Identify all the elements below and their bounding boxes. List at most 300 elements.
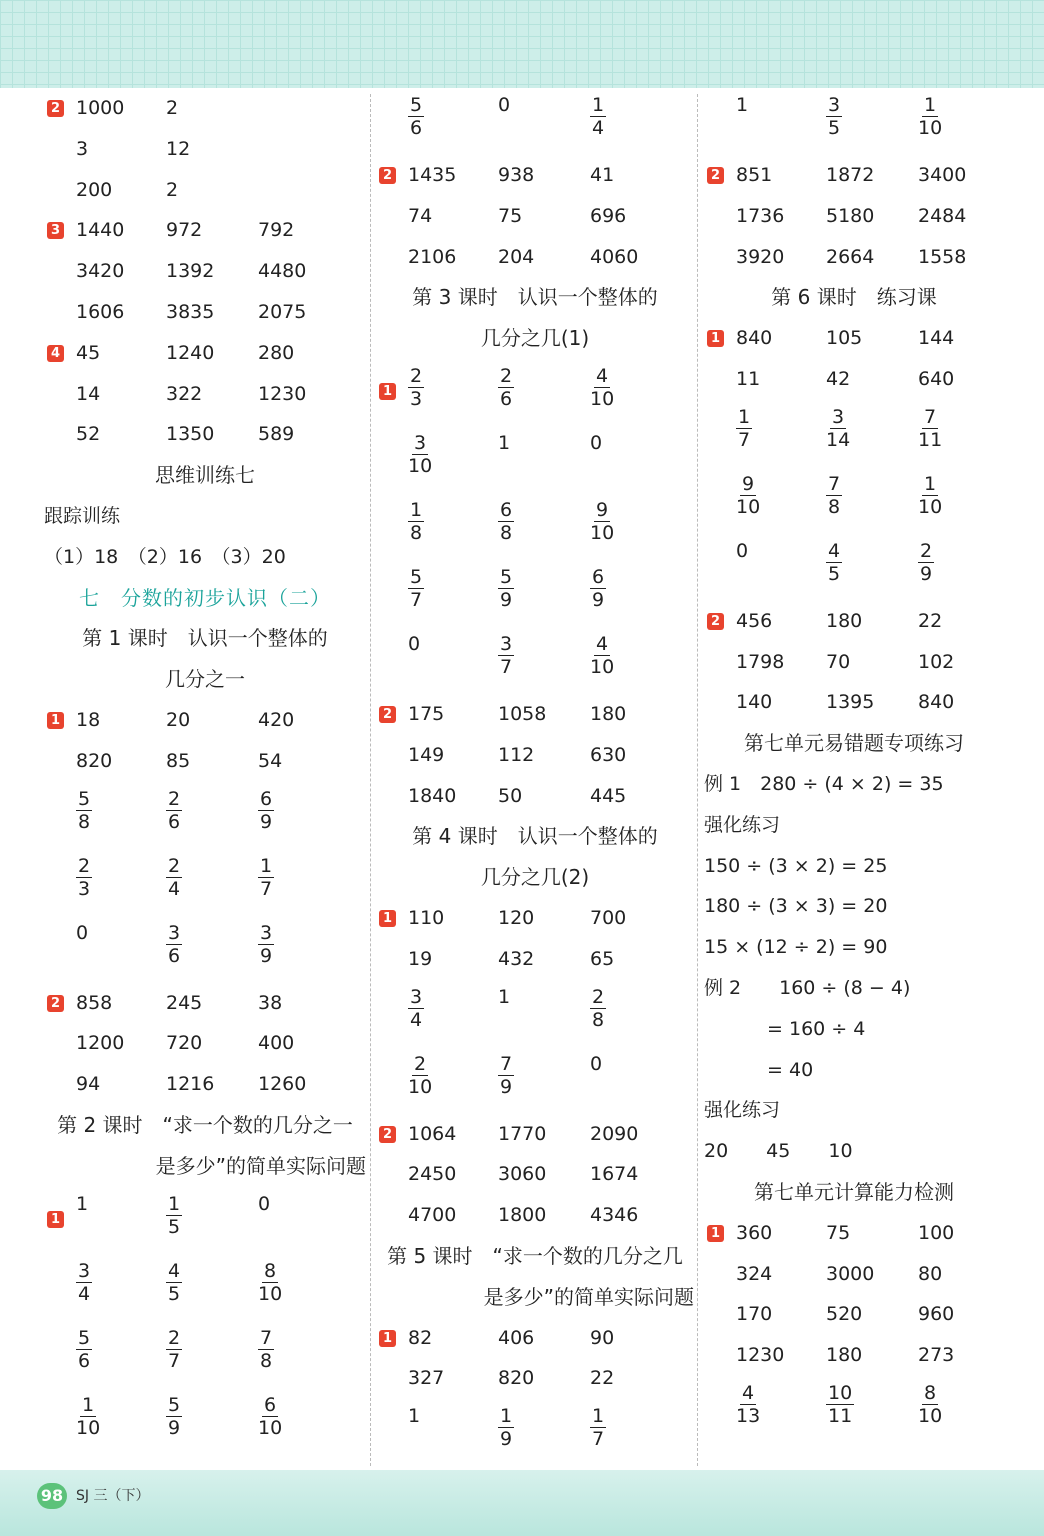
denominator: 9 — [920, 562, 933, 585]
answer-cell — [736, 1294, 772, 1335]
answer-value: 1 — [498, 985, 511, 1008]
answer-row — [376, 735, 694, 776]
numerator: 7 — [500, 1052, 513, 1075]
answer-value: 0 — [736, 539, 749, 562]
answer-value: 50 — [498, 784, 523, 807]
answer-cell — [590, 939, 614, 980]
answer-value: 858 — [76, 991, 113, 1014]
answer-value: 0 — [76, 921, 89, 944]
answer-value: 1872 — [826, 164, 875, 186]
answer-cell — [498, 499, 514, 544]
fraction-answer-row — [704, 534, 1004, 601]
answer-cell — [590, 365, 614, 410]
answer-value: 324 — [736, 1262, 773, 1285]
fraction — [918, 540, 934, 585]
fraction — [166, 922, 182, 967]
answer-cell — [76, 788, 92, 833]
answer-cell — [408, 1053, 432, 1098]
answer-cell — [918, 155, 966, 196]
answer-cell — [258, 333, 294, 374]
denominator: 8 — [500, 521, 513, 544]
answer-cell — [258, 700, 294, 741]
numerator: 3 — [414, 431, 427, 454]
numerator: 3 — [832, 405, 845, 428]
numerator: 6 — [264, 1393, 277, 1416]
numerator: 5 — [410, 565, 423, 588]
answer-value: 851 — [736, 164, 773, 186]
answer-cell — [76, 129, 88, 170]
answer-cell — [498, 432, 510, 454]
answer-value: 200 — [76, 178, 113, 201]
answer-cell — [918, 359, 954, 400]
fraction — [736, 406, 752, 451]
answer-value: 3060 — [498, 1163, 547, 1186]
denominator: 7 — [410, 588, 423, 611]
answer-cell — [736, 196, 784, 237]
fraction — [408, 1053, 432, 1098]
answer-value: 3835 — [166, 300, 215, 323]
answer-value: 1064 — [408, 1122, 457, 1145]
denominator: 8 — [410, 521, 423, 544]
numerator: 5 — [410, 94, 423, 116]
header-band — [0, 0, 1044, 88]
answer-cell — [736, 473, 760, 518]
answer-value: 322 — [166, 382, 203, 405]
answer-cell — [76, 1064, 100, 1105]
answer-cell — [166, 170, 178, 211]
answer-cell — [736, 155, 772, 196]
section-heading: 是多少”的简单实际问题 — [155, 1153, 366, 1178]
answer-cell — [826, 1213, 850, 1254]
answer-cell — [498, 694, 546, 735]
fraction — [826, 540, 842, 585]
answer-cell — [590, 1358, 614, 1399]
answer-cell — [166, 210, 202, 251]
numerator: 1 — [500, 1405, 513, 1428]
answer-value: 54 — [258, 749, 283, 772]
answer-cell — [258, 1064, 306, 1105]
numerator: 4 — [596, 632, 609, 655]
denominator: 9 — [500, 1075, 513, 1098]
answer-cell — [918, 601, 942, 642]
unit-title: 七 分数的初步认识（二） — [79, 585, 331, 610]
numerator: 6 — [500, 498, 513, 521]
answer-cell — [76, 333, 100, 374]
answer-cell — [76, 1327, 92, 1372]
answer-value: 840 — [918, 691, 955, 714]
answer-cell — [498, 237, 534, 278]
answer-cell — [498, 776, 522, 817]
answer-cell — [590, 694, 626, 735]
numerator: 2 — [592, 985, 605, 1008]
answer-cell — [408, 1154, 456, 1195]
answer-row — [704, 682, 1004, 723]
answer-text-line: 例 2 160 ÷ (8 − 4) — [704, 976, 911, 999]
numerator: 4 — [168, 1259, 181, 1282]
question-number-badge: 1 — [707, 1225, 724, 1242]
answer-value: 0 — [258, 1192, 271, 1215]
answer-cell — [826, 473, 842, 518]
fraction-answer-row — [44, 1388, 366, 1455]
answer-cell — [590, 1053, 602, 1075]
answer-cell — [826, 642, 850, 683]
answer-cell — [166, 922, 182, 967]
numerator: 8 — [924, 1381, 937, 1404]
question-number-badge: 1 — [379, 1330, 396, 1347]
answer-value: 105 — [826, 327, 863, 350]
answer-value: 19 — [408, 947, 433, 970]
denominator: 4 — [168, 877, 181, 900]
answer-text-line: 强化练习 — [704, 1099, 781, 1122]
numerator: 1 — [410, 498, 423, 521]
denominator: 5 — [168, 1215, 181, 1238]
numerator: 7 — [924, 405, 937, 428]
answer-cell — [76, 1260, 92, 1305]
answer-text-line: 15 × (12 ÷ 2) = 90 — [704, 936, 888, 959]
answer-cell — [918, 1382, 942, 1427]
denominator: 8 — [78, 810, 91, 833]
section-heading: 第七单元易错题专项练习 — [744, 731, 964, 756]
answer-row — [376, 155, 694, 196]
answer-cell — [498, 633, 514, 678]
denominator: 6 — [78, 1349, 91, 1372]
denominator: 7 — [738, 428, 751, 451]
answer-value: 22 — [918, 609, 943, 632]
answer-cell — [258, 374, 306, 415]
answer-cell — [590, 196, 626, 237]
answer-value: 2484 — [918, 204, 967, 227]
answer-cell — [258, 983, 282, 1024]
answer-value: 420 — [258, 708, 295, 731]
answer-cell — [408, 898, 444, 939]
answer-row — [704, 237, 1004, 278]
answer-row — [44, 414, 366, 455]
fraction-answer-row — [376, 1399, 694, 1466]
denominator: 5 — [828, 562, 841, 585]
question-number-badge: 4 — [47, 345, 64, 362]
answer-value: 1798 — [736, 650, 785, 673]
answer-value: 102 — [918, 650, 955, 673]
answer-cell — [826, 601, 862, 642]
answer-row — [44, 210, 366, 251]
numerator: 1 — [738, 405, 751, 428]
denominator: 10 — [408, 1075, 433, 1098]
fraction — [166, 1394, 182, 1439]
answer-cell — [826, 94, 842, 139]
fraction — [258, 1394, 282, 1439]
answer-value: 41 — [590, 164, 615, 186]
fraction — [408, 986, 424, 1031]
denominator: 11 — [918, 428, 943, 451]
denominator: 7 — [260, 877, 273, 900]
answer-row — [44, 700, 366, 741]
answer-cell — [408, 1114, 456, 1155]
answer-cell — [166, 788, 182, 833]
fraction — [826, 473, 842, 518]
answer-value: 1350 — [166, 423, 215, 446]
answer-value: 327 — [408, 1367, 445, 1390]
answer-value: 4480 — [258, 260, 307, 283]
answer-cell — [166, 88, 178, 129]
section-heading: 几分之几(1) — [480, 326, 590, 351]
answer-value: 245 — [166, 991, 203, 1014]
numerator: 1 — [924, 472, 937, 495]
fraction-answer-row — [704, 1376, 1004, 1443]
answer-cell — [736, 318, 772, 359]
answer-cell — [590, 155, 614, 196]
answer-cell — [826, 1294, 862, 1335]
answer-cell — [408, 633, 420, 655]
denominator: 9 — [500, 1428, 513, 1451]
answer-row — [376, 196, 694, 237]
fraction-answer-row — [704, 467, 1004, 534]
answer-value: 589 — [258, 423, 295, 446]
fraction-answer-row — [376, 88, 694, 155]
answer-cell — [736, 237, 784, 278]
answer-cell — [736, 359, 760, 400]
denominator: 9 — [260, 944, 273, 967]
fraction-answer-row — [44, 782, 366, 849]
answer-cell — [76, 1023, 124, 1064]
denominator: 10 — [918, 1404, 943, 1427]
answer-value: 2 — [166, 97, 179, 119]
numerator: 2 — [78, 854, 91, 877]
numerator: 3 — [78, 1259, 91, 1282]
answer-value: 52 — [76, 423, 101, 446]
fraction — [918, 1382, 942, 1427]
fraction-answer-row — [376, 359, 694, 426]
answer-cell — [498, 365, 514, 410]
answer-cell — [498, 1195, 546, 1236]
numerator: 1 — [924, 94, 937, 116]
answer-cell — [826, 1335, 862, 1376]
denominator: 7 — [500, 655, 513, 678]
answer-text-line: 跟踪训练 — [44, 504, 121, 527]
answer-cell — [408, 155, 456, 196]
answer-value: 75 — [498, 204, 523, 227]
fraction — [166, 1327, 182, 1372]
numerator: 2 — [920, 539, 933, 562]
answer-column-3 — [704, 88, 1004, 1443]
numerator: 2 — [168, 1326, 181, 1349]
answer-value: 1260 — [258, 1073, 307, 1096]
answer-value: 175 — [408, 702, 445, 725]
question-number-badge: 2 — [379, 167, 396, 184]
answer-row — [704, 359, 1004, 400]
answer-cell — [826, 540, 842, 585]
answer-value: 4060 — [590, 245, 639, 268]
answer-cell — [918, 318, 954, 359]
answer-value: 112 — [498, 743, 535, 766]
answer-row — [44, 333, 366, 374]
answer-cell — [166, 292, 214, 333]
fraction-answer-row — [376, 493, 694, 560]
fraction-answer-row — [376, 560, 694, 627]
answer-value: 1 — [408, 1405, 421, 1428]
section-heading: 几分之一 — [165, 667, 245, 692]
answer-row — [44, 88, 366, 129]
answer-row — [704, 318, 1004, 359]
numerator: 6 — [260, 787, 273, 810]
numerator: 10 — [828, 1381, 853, 1404]
answer-cell — [498, 898, 534, 939]
answer-cell — [408, 94, 424, 139]
denominator: 10 — [76, 1416, 101, 1439]
denominator: 14 — [826, 428, 851, 451]
fraction-answer-row — [44, 1187, 366, 1254]
denominator: 10 — [258, 1282, 283, 1305]
answer-value: 1395 — [826, 691, 875, 714]
answer-cell — [826, 406, 850, 451]
answer-cell — [166, 414, 214, 455]
section-heading: 第 2 课时 “求一个数的几分之一 — [57, 1112, 353, 1137]
answer-value: 445 — [590, 784, 627, 807]
answer-value: 82 — [408, 1326, 433, 1349]
answer-text-line: 20 45 10 — [704, 1140, 853, 1163]
answer-cell — [590, 94, 606, 139]
answer-value: 18 — [76, 708, 101, 731]
answer-cell — [918, 642, 954, 683]
answer-cell — [76, 210, 124, 251]
answer-value: 3000 — [826, 1262, 875, 1285]
answer-value: 0 — [590, 431, 603, 454]
answer-cell — [590, 1405, 606, 1450]
answer-cell — [918, 473, 942, 518]
answer-value: 1200 — [76, 1032, 125, 1055]
answer-value: 5180 — [826, 204, 875, 227]
fraction — [76, 1394, 100, 1439]
fraction-answer-row — [376, 980, 694, 1047]
fraction — [166, 855, 182, 900]
fraction — [408, 365, 424, 410]
answer-cell — [590, 898, 626, 939]
answer-value: 700 — [590, 906, 627, 929]
answer-value: 696 — [590, 204, 627, 227]
fraction — [408, 566, 424, 611]
answer-value: 820 — [76, 749, 113, 772]
fraction-answer-row — [376, 627, 694, 694]
answer-row — [376, 237, 694, 278]
denominator: 9 — [592, 588, 605, 611]
answer-cell — [736, 94, 748, 116]
numerator: 8 — [264, 1259, 277, 1282]
question-number-badge: 2 — [707, 613, 724, 630]
denominator: 4 — [592, 117, 605, 139]
answer-cell — [590, 432, 602, 454]
answer-cell — [166, 129, 190, 170]
answer-cell — [918, 540, 934, 585]
answer-row — [376, 1154, 694, 1195]
answer-cell — [76, 374, 100, 415]
denominator: 5 — [168, 1282, 181, 1305]
fraction — [258, 922, 274, 967]
answer-value: 149 — [408, 743, 445, 766]
fraction — [76, 1260, 92, 1305]
fraction — [258, 1260, 282, 1305]
answer-cell — [918, 94, 942, 139]
answer-cell — [736, 406, 752, 451]
fraction — [498, 365, 514, 410]
numerator: 1 — [592, 94, 605, 116]
answer-cell — [918, 237, 966, 278]
answer-value: 1606 — [76, 300, 125, 323]
numerator: 3 — [500, 632, 513, 655]
numerator: 3 — [168, 921, 181, 944]
answer-cell — [498, 196, 522, 237]
answer-row — [44, 129, 366, 170]
answer-cell — [258, 1260, 282, 1305]
answer-value: 520 — [826, 1303, 863, 1326]
question-number-badge: 2 — [47, 995, 64, 1012]
answer-value: 1240 — [166, 341, 215, 364]
answer-value: 14 — [76, 382, 101, 405]
section-heading: 第 1 课时 认识一个整体的 — [82, 626, 328, 651]
answer-row — [376, 694, 694, 735]
fraction — [498, 1053, 514, 1098]
answer-value: 65 — [590, 947, 615, 970]
question-number-badge: 1 — [47, 712, 64, 729]
answer-value: 630 — [590, 743, 627, 766]
answer-value: 1770 — [498, 1122, 547, 1145]
fraction — [590, 499, 614, 544]
fraction — [590, 94, 606, 139]
answer-value: 12 — [166, 137, 191, 160]
answer-cell — [258, 1327, 274, 1372]
answer-value: 180 — [826, 609, 863, 632]
fraction — [826, 1382, 854, 1427]
fraction — [408, 432, 432, 477]
denominator: 11 — [828, 1404, 853, 1427]
fraction — [918, 406, 942, 451]
answer-value: 432 — [498, 947, 535, 970]
answer-value: 90 — [590, 1326, 615, 1349]
answer-cell — [258, 210, 294, 251]
section-heading: 第七单元计算能力检测 — [754, 1179, 954, 1204]
answer-value: 204 — [498, 245, 535, 268]
column-divider — [697, 94, 698, 1466]
fraction — [408, 499, 424, 544]
answer-cell — [590, 1318, 614, 1359]
denominator: 4 — [78, 1282, 91, 1305]
answer-value: 120 — [498, 906, 535, 929]
answer-value: 11 — [736, 367, 761, 390]
answer-value: 1800 — [498, 1204, 547, 1227]
denominator: 6 — [410, 117, 423, 139]
answer-value: 3420 — [76, 260, 125, 283]
answer-cell — [918, 682, 954, 723]
answer-cell — [258, 788, 274, 833]
fraction-answer-row — [376, 1047, 694, 1114]
answer-value: 180 — [826, 1344, 863, 1367]
numerator: 4 — [742, 1381, 755, 1404]
answer-value: 3 — [76, 137, 89, 160]
answer-value: 1 — [498, 431, 511, 454]
page-number: 98 — [37, 1483, 67, 1509]
answer-cell — [408, 735, 444, 776]
denominator: 10 — [918, 117, 943, 139]
fraction — [76, 855, 92, 900]
answer-value: 1216 — [166, 1073, 215, 1096]
answer-value: 2450 — [408, 1163, 457, 1186]
answer-row — [704, 1254, 1004, 1295]
answer-row — [704, 155, 1004, 196]
column-divider — [370, 94, 371, 1466]
fraction-answer-row — [44, 916, 366, 983]
answer-text-line: 强化练习 — [704, 813, 781, 836]
answer-cell — [918, 1335, 954, 1376]
denominator: 8 — [592, 1008, 605, 1031]
answer-value: 1230 — [736, 1344, 785, 1367]
